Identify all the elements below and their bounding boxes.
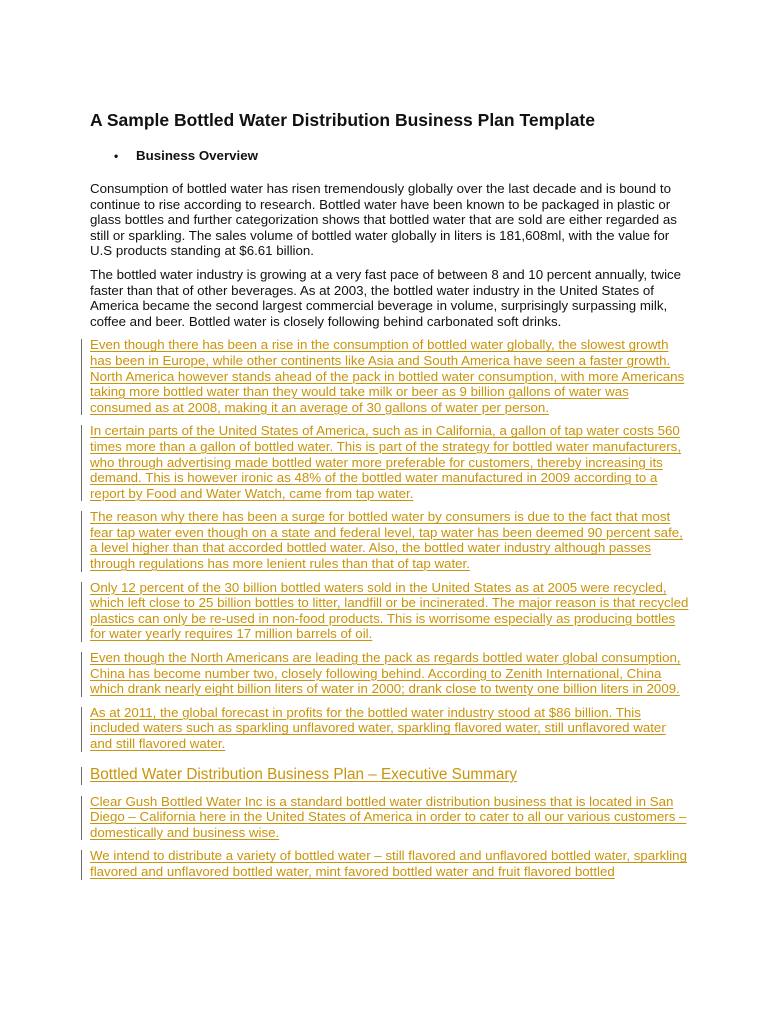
tracked-change-paragraph: Even though the North Americans are leading the pack as regards bottled water global consumption, China has become number two, closely following behind. According to Zenith International, China which drank nearly eight billion liters of water in 2000; drank close to twenty one billion liters in 2009. (90, 650, 690, 697)
bullet-item (114, 148, 690, 164)
tracked-change-paragraph: Clear Gush Bottled Water Inc is a standard bottled water distribution business that is located in San Diego – California here in the United States of America in order to cater to all our various customers – domestically and business wise. (90, 794, 690, 841)
body-paragraph: Consumption of bottled water has risen tremendously globally over the last decade and is bound to continue to rise according to research. Bottled water have been known to be packaged in plastic or glass bottles and further categorization shows that bottled water that are sold are either regarded as still or sparkling. The sales volume of bottled water globally in liters is 181,608ml, with the value for U.S products standing at $6.61 billion. (90, 181, 677, 259)
bullet-label: Business Overview (136, 148, 258, 163)
document-title: A Sample Bottled Water Distribution Business Plan Template (90, 110, 595, 130)
tracked-change-paragraph: As at 2011, the global forecast in profits for the bottled water industry stood at $86 billion. This included waters such as sparkling unflavored water, sparkling flavored water, still unflavored water and still flavored water. (90, 705, 690, 752)
tracked-change-paragraph: Only 12 percent of the 30 billion bottled waters sold in the United States as at 2005 were recycled, which left close to 25 billion bottles to litter, landfill or be incinerated. The major reason is that recycled plastics can only be re-used in non-food products. This is worrisome especially as producing bottles for water yearly requires 17 million barrels of oil. (90, 579, 689, 642)
tracked-change-paragraph: The reason why there has been a surge for bottled water by consumers is due to the fact that most fear tap water even though on a state and federal level, tap water has been deemed 90 percent safe, a level higher than that accorded bottled water. Also, the bottled water industry although passes through regulations has more lenient rules than that of tap water. (90, 509, 690, 571)
tracked-change-paragraph: We intend to distribute a variety of bottled water – still flavored and unflavored bottled water, sparkling flavored and unflavored bottled water, mint favored bottled water and fruit flavored bottled (90, 848, 690, 879)
tracked-change-paragraph: Even though there has been a rise in the consumption of bottled water globally, the slowest growth has been in Europe, while other continents like Asia and South America have seen a faster growth. North America however stands ahead of the pack in bottled water consumption, with more Americans taking more bottled water than they would take milk or beer as 9 billion gallons of water was consumed as at 2008, making it an average of 30 gallons of water per person. (90, 337, 690, 415)
section-heading: Bottled Water Distribution Business Plan – Executive Summary (90, 765, 690, 785)
document-page (90, 108, 690, 880)
bullet-dot-icon: • (114, 149, 119, 163)
tracked-change-paragraph: In certain parts of the United States of America, such as in California, a gallon of tap water costs 560 times more than a gallon of bottled water. This is part of the strategy for bottled water manufacturers, who through advertising made bottled water more preferable for customers, thereby increasing its demand. This is however ironic as 48% of the bottled water manufactured in 2009 according to a report by Food and Water Watch, came from tap water. (90, 423, 690, 501)
body-paragraph: The bottled water industry is growing at a very fast pace of between 8 and 10 percent annually, twice faster than that of other beverages. As at 2003, the bottled water industry in the United States of America became the second largest commercial beverage in volume, surprisingly surpassing milk, coffee and beer. Bottled water is closely following behind carbonated soft drinks. (90, 266, 682, 329)
